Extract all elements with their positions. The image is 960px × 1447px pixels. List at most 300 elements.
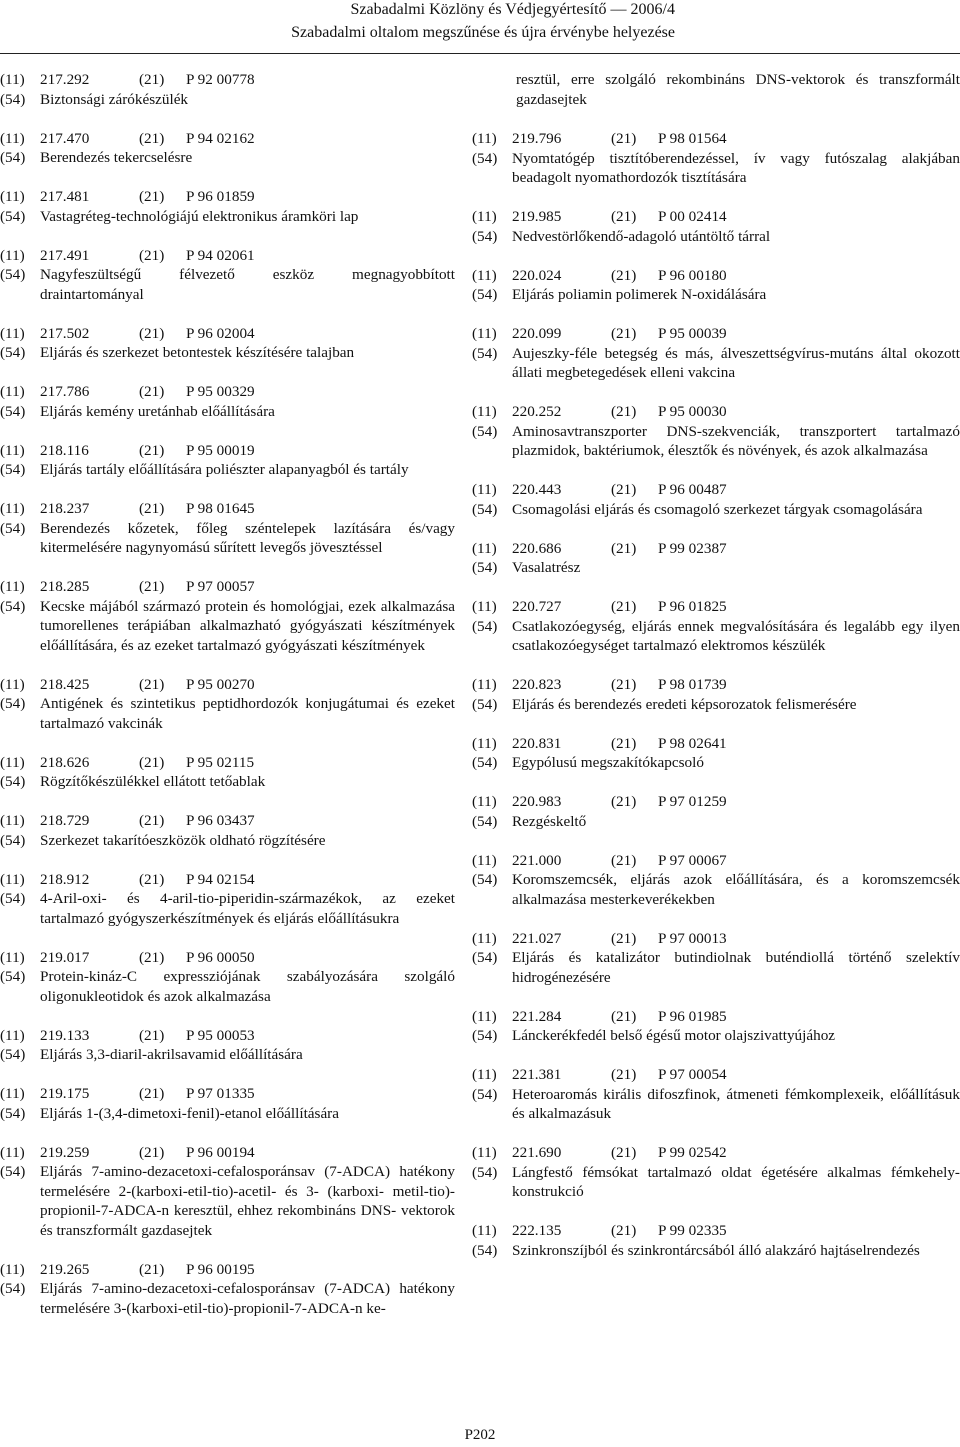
patent-entry (0, 948, 455, 1007)
entry-title-row (472, 1026, 960, 1046)
entry-title-row (472, 1241, 960, 1261)
entry-number-row (472, 480, 960, 500)
code-54-label: (54) (472, 500, 498, 518)
code-54-label: (54) (472, 344, 498, 362)
code-21-label: (21) (611, 1066, 637, 1083)
patent-number: 217.491 (40, 246, 90, 264)
patent-entry (472, 929, 960, 988)
code-21-label: (21) (139, 188, 165, 205)
patent-title: 4-Aril-oxi- és 4-aril-tio-piperidin-származékok, az ezeket tartalmazó gyógyszerkészítmények és eljárás előállításukra (40, 890, 455, 927)
patent-number: 221.381 (512, 1066, 562, 1083)
patent-number: 221.027 (512, 929, 562, 947)
entry-title-row (472, 227, 960, 247)
code-54-label: (54) (472, 871, 498, 888)
application-number: P 97 00054 (658, 1066, 727, 1083)
entry-number-row (0, 246, 455, 266)
entry-number-row (0, 70, 455, 90)
entry-title-row (472, 285, 960, 305)
application-number: P 97 01259 (658, 793, 727, 810)
patent-number: 218.912 (40, 870, 90, 888)
patent-number: 220.727 (512, 598, 562, 615)
patent-title: Eljárás tartály előállítására poliészter alapanyagból és tartály (40, 461, 409, 478)
code-54-label: (54) (472, 149, 498, 167)
entry-title-row (0, 343, 455, 363)
code-21-label: (21) (611, 481, 637, 498)
header-rule (0, 53, 960, 54)
code-54-label: (54) (0, 1163, 26, 1180)
entry-title-row (472, 812, 960, 832)
code-11-label: (11) (472, 734, 497, 752)
code-54-label: (54) (0, 597, 26, 615)
code-54-label: (54) (472, 617, 498, 635)
entry-title-row (0, 148, 455, 168)
patent-title: Eljárás és katalizátor butindiolnak buténdiollá történő szelektív hidrogénezésére (512, 949, 960, 986)
patent-title: Koromszemcsék, eljárás azok előállítására, és a koromszemcsék alkalmazása mesterkeverékekben (512, 871, 960, 908)
code-54-label: (54) (0, 519, 26, 537)
application-number: P 96 01985 (658, 1007, 727, 1025)
patent-entry (472, 129, 960, 188)
code-11-label: (11) (0, 870, 25, 888)
code-54-label: (54) (472, 695, 498, 713)
code-11-label: (11) (0, 1026, 25, 1044)
code-54-label: (54) (472, 1027, 498, 1044)
code-21-label: (21) (611, 929, 637, 947)
patent-entry (0, 129, 455, 168)
application-number: P 94 02162 (186, 129, 255, 147)
entry-number-row (472, 266, 960, 286)
patent-entry (0, 1084, 455, 1123)
patent-entry (472, 675, 960, 714)
patent-title: Vasalatrész (512, 559, 581, 576)
entry-number-row (0, 1260, 455, 1280)
code-21-label: (21) (611, 1222, 637, 1239)
entry-number-row (472, 792, 960, 812)
patent-title: Eljárás 1-(3,4-dimetoxi-fenil)-etanol előállítására (40, 1104, 339, 1122)
entry-number-row (0, 753, 455, 773)
entry-title-row (472, 500, 960, 520)
code-11-label: (11) (0, 753, 25, 771)
patent-title: Csomagolási eljárás és csomagoló szerkezet tárgyak csomagolására (512, 500, 923, 518)
code-54-label: (54) (0, 344, 26, 361)
entry-title-row (0, 772, 455, 792)
entry-title-row (0, 889, 455, 928)
patent-title: Rögzítőkészülékkel ellátott tetőablak (40, 773, 266, 790)
entry-number-row (472, 1065, 960, 1085)
patent-number: 218.116 (40, 441, 89, 459)
patent-entry (0, 870, 455, 929)
code-21-label: (21) (139, 246, 165, 264)
application-number: P 94 02154 (186, 870, 255, 888)
application-number: P 97 00057 (186, 578, 255, 595)
entry-title-row (472, 870, 960, 909)
code-54-label: (54) (0, 831, 26, 849)
patent-title: Kecske májából származó protein és homológjai, ezek alkalmazása tumorellenes terápiában alkalmazható gyógyászati készítmények előállítására, és az ezeket tartalmazó gyógyászati készítmények (40, 597, 455, 654)
patent-title: Lángfestő fémsókat tartalmazó oldat égetésére alkalmas fémkehely-konstrukció (512, 1163, 960, 1200)
code-11-label: (11) (472, 793, 497, 810)
code-54-label: (54) (0, 149, 26, 166)
code-11-label: (11) (0, 1260, 25, 1278)
patent-entry (0, 499, 455, 558)
code-11-label: (11) (0, 129, 25, 147)
code-21-label: (21) (611, 266, 637, 284)
code-54-label: (54) (0, 402, 26, 420)
entry-title-row (0, 90, 455, 110)
code-11-label: (11) (0, 1085, 25, 1102)
application-number: P 95 02115 (186, 753, 255, 771)
code-11-label: (11) (0, 324, 25, 342)
code-11-label: (11) (472, 325, 497, 342)
code-11-label: (11) (472, 130, 497, 147)
code-21-label: (21) (611, 539, 637, 557)
entry-title-row (0, 265, 455, 304)
code-54-label: (54) (0, 968, 26, 985)
code-21-label: (21) (611, 676, 637, 693)
patent-number: 220.443 (512, 481, 562, 498)
code-11-label: (11) (472, 1222, 497, 1239)
entry-title-row (0, 207, 455, 227)
entry-title-row (0, 1104, 455, 1124)
code-11-label: (11) (0, 71, 25, 88)
entry-number-row (0, 499, 455, 519)
patent-entry (0, 246, 455, 305)
code-54-label: (54) (0, 461, 26, 478)
patent-number: 217.502 (40, 324, 90, 342)
application-number: P 96 00180 (658, 266, 727, 284)
patent-title: Protein-kináz-C expressziójának szabályozására szolgáló oligonukleotidok és azok alkalmazása (40, 968, 455, 1005)
entry-title-row (472, 149, 960, 188)
code-21-label: (21) (139, 812, 165, 829)
entry-number-row (0, 382, 455, 402)
application-number: P 96 00194 (186, 1143, 255, 1161)
patent-title: Nedvestörlőkendő-adagoló utántöltő tárral (512, 227, 771, 245)
application-number: P 96 02004 (186, 324, 255, 342)
patent-entry (0, 1026, 455, 1065)
patent-number: 219.175 (40, 1085, 90, 1102)
patent-title: Rezgéskeltő (512, 812, 587, 830)
code-11-label: (11) (472, 539, 497, 557)
entry-number-row (472, 324, 960, 344)
entry-number-row (472, 851, 960, 871)
patent-title: Lánckerékfedél belső égésű motor olajszivattyújához (512, 1027, 836, 1044)
entry-number-row (0, 577, 455, 597)
code-21-label: (21) (611, 1007, 637, 1025)
patent-number: 222.135 (512, 1222, 562, 1239)
patent-entry (0, 70, 455, 109)
entry-title-row (472, 948, 960, 987)
patent-entry (0, 675, 455, 734)
code-54-label: (54) (0, 1046, 26, 1063)
patent-title: Csatlakozóegység, eljárás ennek megvalósítására és legalább egy ilyen csatlakozóegységet tartalmazó elektromos készülék (512, 617, 960, 654)
code-11-label: (11) (472, 1066, 497, 1083)
code-21-label: (21) (611, 1144, 637, 1161)
code-11-label: (11) (0, 578, 25, 595)
code-54-label: (54) (472, 559, 498, 576)
patent-number: 218.626 (40, 753, 90, 771)
patent-title: Biztonsági zárókészülék (40, 90, 189, 108)
entry-number-row (0, 1026, 455, 1046)
patent-entry (472, 324, 960, 383)
code-21-label: (21) (139, 1260, 165, 1278)
entry-title-row (472, 422, 960, 461)
application-number: P 96 01825 (658, 598, 727, 615)
code-11-label: (11) (0, 812, 25, 829)
patent-entry (0, 441, 455, 480)
page-header (0, 0, 960, 50)
right-column (472, 70, 960, 1280)
code-54-label: (54) (0, 207, 26, 225)
application-number: P 96 01859 (186, 188, 255, 205)
application-number: P 96 00050 (186, 948, 255, 966)
patent-number: 220.686 (512, 539, 562, 557)
patent-entry (0, 187, 455, 226)
entry-number-row (472, 734, 960, 754)
section-title: Szabadalmi oltalom megszűnése és újra érvénybe helyezése (291, 24, 675, 41)
entry-number-row (472, 402, 960, 422)
application-number: P 98 01739 (658, 676, 727, 693)
patent-entry (472, 207, 960, 246)
patent-number: 218.425 (40, 675, 90, 693)
code-21-label: (21) (139, 675, 165, 693)
application-number: P 96 00487 (658, 481, 727, 498)
code-54-label: (54) (472, 754, 498, 771)
code-21-label: (21) (139, 383, 165, 400)
entry-title-row (0, 1045, 455, 1065)
code-21-label: (21) (139, 324, 165, 342)
patent-number: 221.284 (512, 1007, 562, 1025)
patent-number: 217.786 (40, 383, 90, 400)
entry-number-row (0, 948, 455, 968)
application-number: P 95 00019 (186, 441, 255, 459)
patent-title: Nagyfeszültségű félvezető eszköz megnagyobbított draintartományal (40, 266, 455, 303)
patent-number: 220.099 (512, 325, 562, 342)
application-number: P 98 02641 (658, 734, 727, 752)
entry-title-row (0, 460, 455, 480)
code-21-label: (21) (611, 208, 637, 225)
patent-entry (0, 1143, 455, 1241)
patent-title: Aminosavtranszporter DNS-szekvenciák, transzportert tartalmazó plazmidok, baktériumok, élesztők és növények, és azok alkalmazása (512, 422, 960, 459)
entry-number-row (472, 675, 960, 695)
code-21-label: (21) (611, 851, 637, 869)
patent-entry (472, 734, 960, 773)
entry-number-row (0, 675, 455, 695)
code-21-label: (21) (611, 130, 637, 147)
application-number: P 95 00039 (658, 325, 727, 342)
patent-entry (472, 597, 960, 656)
entry-title-row (0, 1162, 455, 1240)
entry-title-row (0, 967, 455, 1006)
entry-number-row (0, 441, 455, 461)
entry-number-row (0, 870, 455, 890)
patent-entry (472, 851, 960, 910)
code-11-label: (11) (0, 246, 25, 264)
patent-title: Berendezés kőzetek, főleg széntelepek lazítására és/vagy kitermelésére nagynyomású sűrített levegős jövesztéssel (40, 519, 455, 556)
entry-title-row (472, 1163, 960, 1202)
code-11-label: (11) (472, 481, 497, 498)
entry-title-row (0, 1279, 455, 1318)
patent-title: Egypólusú megszakítókapcsoló (512, 754, 704, 771)
code-11-label: (11) (0, 948, 25, 966)
continuation-text: resztül, erre szolgáló rekombináns DNS-vektorok és transzformált gazdasejtek (516, 71, 960, 108)
entry-number-row (472, 1007, 960, 1027)
application-number: P 95 00053 (186, 1026, 255, 1044)
code-21-label: (21) (611, 325, 637, 342)
code-21-label: (21) (139, 870, 165, 888)
patent-number: 219.985 (512, 208, 562, 225)
patent-entry (472, 402, 960, 461)
code-11-label: (11) (0, 441, 25, 459)
patent-title: Heteroaromás királis difoszfinok, átmeneti fémkomplexeik, előállításuk és alkalmazásuk (512, 1085, 960, 1122)
patent-entry (0, 1260, 455, 1319)
entry-number-row (0, 187, 455, 207)
patent-title: Berendezés tekercselésre (40, 149, 193, 166)
patent-number: 221.000 (512, 851, 562, 869)
entry-title-row (472, 753, 960, 773)
entry-number-row (472, 1143, 960, 1163)
code-21-label: (21) (611, 403, 637, 420)
patent-entry (472, 1221, 960, 1260)
entry-number-row (472, 929, 960, 949)
patent-title: Vastagréteg-technológiájú elektronikus áramköri lap (40, 207, 359, 225)
code-54-label: (54) (472, 1085, 498, 1103)
entry-title-row (0, 519, 455, 558)
patent-number: 220.823 (512, 676, 562, 693)
patent-entry (0, 577, 455, 655)
patent-entry (472, 1007, 960, 1046)
application-number: P 97 01335 (186, 1085, 255, 1102)
application-number: P 98 01645 (186, 500, 255, 517)
application-number: P 96 00195 (186, 1260, 255, 1278)
patent-entry (0, 382, 455, 421)
patent-title: Eljárás 7-amino-dezacetoxi-cefalosporánsav (7-ADCA) hatékony termelésére 3-(karboxi-etil-tio)-propionil-7-ADCA-n ke- (40, 1280, 455, 1317)
application-number: P 99 02542 (658, 1144, 727, 1161)
patent-title: Eljárás kemény uretánhab előállítására (40, 402, 275, 420)
code-54-label: (54) (0, 890, 26, 907)
code-54-label: (54) (472, 1163, 498, 1181)
patent-title: Szerkezet takarítóeszközök oldható rögzítésére (40, 831, 326, 849)
code-21-label: (21) (611, 598, 637, 615)
patent-number: 218.729 (40, 812, 90, 829)
patent-number: 220.831 (512, 734, 562, 752)
patent-title: Szinkronszíjból és szinkrontárcsából álló alakzáró hajtáselrendezés (512, 1241, 920, 1259)
patent-number: 219.265 (40, 1260, 90, 1278)
code-11-label: (11) (472, 403, 497, 420)
application-number: P 97 00013 (658, 929, 727, 947)
patent-entry (472, 1143, 960, 1202)
code-21-label: (21) (611, 734, 637, 752)
patent-number: 218.237 (40, 500, 90, 517)
patent-entry (472, 792, 960, 831)
code-11-label: (11) (472, 266, 497, 284)
patent-title: Eljárás és szerkezet betontestek készítésére talajban (40, 344, 355, 361)
code-21-label: (21) (139, 1143, 165, 1161)
entry-number-row (0, 1143, 455, 1163)
application-number: P 95 00030 (658, 403, 727, 420)
patent-entry (472, 266, 960, 305)
code-54-label: (54) (472, 812, 498, 830)
code-21-label: (21) (611, 793, 637, 810)
code-11-label: (11) (472, 1007, 497, 1025)
code-21-label: (21) (139, 1085, 165, 1102)
entry-number-row (0, 129, 455, 149)
code-54-label: (54) (0, 266, 26, 283)
entry-title-row (472, 617, 960, 656)
code-21-label: (21) (139, 129, 165, 147)
code-21-label: (21) (139, 948, 165, 966)
page-number: P202 (464, 1427, 496, 1443)
patent-title: Eljárás poliamin polimerek N-oxidálására (512, 286, 767, 303)
entry-title-row (0, 694, 455, 733)
application-number: P 92 00778 (186, 71, 255, 88)
patent-number: 219.133 (40, 1026, 90, 1044)
code-54-label: (54) (0, 90, 26, 108)
code-11-label: (11) (0, 675, 25, 693)
code-11-label: (11) (472, 929, 497, 947)
code-21-label: (21) (139, 500, 165, 517)
application-number: P 96 03437 (186, 812, 255, 829)
code-11-label: (11) (472, 1144, 497, 1161)
application-number: P 95 00270 (186, 675, 255, 693)
application-number: P 97 00067 (658, 851, 727, 869)
code-11-label: (11) (472, 208, 497, 225)
code-11-label: (11) (472, 598, 497, 615)
entry-title-row (0, 597, 455, 656)
application-number: P 00 02414 (658, 208, 727, 225)
patent-entry (0, 811, 455, 850)
code-11-label: (11) (0, 188, 25, 205)
entry-number-row (472, 207, 960, 227)
patent-number: 218.285 (40, 578, 90, 595)
code-54-label: (54) (0, 773, 26, 790)
entry-title-row (472, 344, 960, 383)
patent-title: Eljárás 3,3-diaril-akrilsavamid előállítására (40, 1046, 303, 1063)
code-54-label: (54) (472, 422, 498, 440)
left-column (0, 70, 455, 1338)
code-54-label: (54) (472, 1241, 498, 1259)
patent-entry (0, 753, 455, 792)
entry-number-row (472, 597, 960, 617)
code-54-label: (54) (472, 286, 498, 303)
code-21-label: (21) (139, 441, 165, 459)
entry-title-row (472, 1085, 960, 1124)
patent-entry (472, 1065, 960, 1124)
entry-number-row (472, 1221, 960, 1241)
code-21-label: (21) (139, 1026, 165, 1044)
patent-number: 217.481 (40, 188, 90, 205)
entry-number-row (472, 129, 960, 149)
patent-number: 219.017 (40, 948, 90, 966)
patent-entry (472, 539, 960, 578)
patent-number: 219.796 (512, 130, 562, 147)
code-21-label: (21) (139, 753, 165, 771)
code-54-label: (54) (0, 1104, 26, 1122)
code-11-label: (11) (0, 500, 25, 517)
entry-title-row (0, 402, 455, 422)
application-number: P 94 02061 (186, 246, 255, 264)
patent-number: 219.259 (40, 1143, 90, 1161)
entry-number-row (0, 324, 455, 344)
patent-title: Nyomtatógép tisztítóberendezéssel, ív vagy futószalag alakjában beadagolt nyomathordozók tisztítására (512, 149, 960, 186)
patent-number: 220.252 (512, 403, 562, 420)
application-number: P 95 00329 (186, 383, 255, 400)
code-11-label: (11) (0, 1143, 25, 1161)
patent-number: 217.292 (40, 71, 90, 88)
application-number: P 99 02387 (658, 539, 727, 557)
patent-title: Aujeszky-féle betegség és más, álveszettségvírus-mutáns által okozott állati megbetegedések elleni vakcina (512, 344, 960, 381)
patent-entry (472, 480, 960, 519)
journal-title: Szabadalmi Közlöny és Védjegyértesítő — 2006/4 (350, 1, 675, 18)
entry-title-row (0, 831, 455, 851)
patent-number: 217.470 (40, 129, 90, 147)
